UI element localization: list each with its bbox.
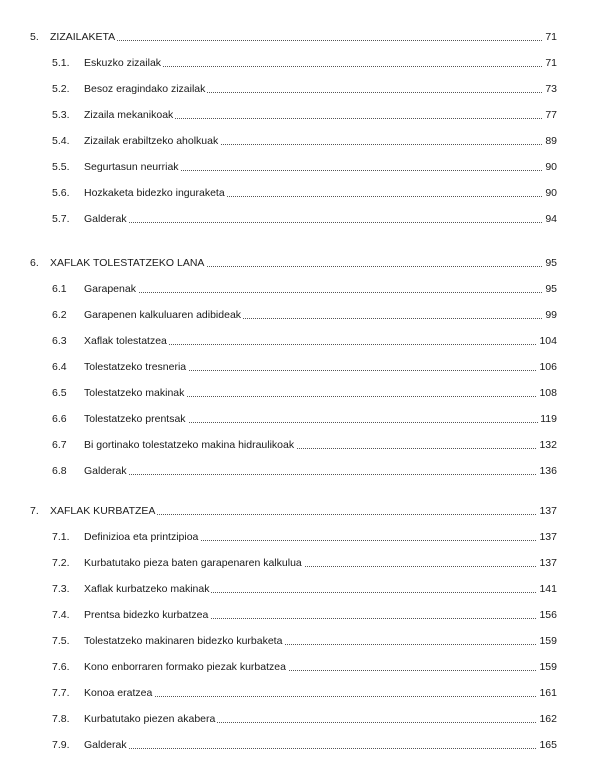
toc-section-entry[interactable] — [0, 108, 600, 122]
entry-number: 5.3. — [52, 109, 70, 121]
entry-number: 7.2. — [52, 557, 70, 569]
entry-number: 7.3. — [52, 583, 70, 595]
entry-page-number: 159 — [539, 661, 557, 673]
entry-number: 7.8. — [52, 713, 70, 725]
entry-page-number: 137 — [539, 531, 557, 543]
entry-number: 5.5. — [52, 161, 70, 173]
entry-number: 7.6. — [52, 661, 70, 673]
entry-title: Hozkaketa bidezko inguraketa — [84, 187, 225, 199]
toc-section-entry[interactable] — [0, 530, 600, 544]
entry-title: Galderak — [84, 465, 127, 477]
toc-section-entry[interactable] — [0, 582, 600, 596]
toc-chapter-entry[interactable] — [0, 256, 600, 270]
toc-section-entry[interactable] — [0, 738, 600, 752]
entry-page-number: 104 — [539, 335, 557, 347]
entry-page-number: 136 — [539, 465, 557, 477]
entry-title: Definizioa eta printzipioa — [84, 531, 199, 543]
toc-section-entry[interactable] — [0, 660, 600, 674]
entry-number: 7.9. — [52, 739, 70, 751]
entry-page-number: 94 — [545, 213, 557, 225]
entry-number: 5.7. — [52, 213, 70, 225]
toc-chapter-entry[interactable] — [0, 504, 600, 518]
entry-number: 7. — [30, 505, 39, 517]
toc-section-entry[interactable] — [0, 186, 600, 200]
entry-page-number: 137 — [539, 557, 557, 569]
dot-leader — [84, 221, 556, 223]
entry-number: 5.2. — [52, 83, 70, 95]
entry-number: 5. — [30, 31, 39, 43]
entry-number: 6.2 — [52, 309, 67, 321]
toc-section-entry[interactable] — [0, 686, 600, 700]
entry-page-number: 95 — [545, 257, 557, 269]
entry-number: 6.8 — [52, 465, 67, 477]
toc-section-entry[interactable] — [0, 556, 600, 570]
entry-title: Kono enborraren formako piezak kurbatzea — [84, 661, 286, 673]
toc-section-entry[interactable] — [0, 82, 600, 96]
entry-title: Zizailak erabiltzeko aholkuak — [84, 135, 219, 147]
entry-number: 6.3 — [52, 335, 67, 347]
entry-title: Galderak — [84, 213, 127, 225]
entry-title: Eskuzko zizailak — [84, 57, 162, 69]
toc-section-entry[interactable] — [0, 160, 600, 174]
entry-title: Tolestatzeko makinak — [84, 387, 185, 399]
entry-page-number: 137 — [539, 505, 557, 517]
entry-number: 5.1. — [52, 57, 70, 69]
entry-number: 6.7 — [52, 439, 67, 451]
entry-title: Tolestatzeko makinaren bidezko kurbaketa — [84, 635, 283, 647]
toc-chapter-entry[interactable] — [0, 30, 600, 44]
entry-page-number: 141 — [539, 583, 557, 595]
entry-title: Xaflak kurbatzeko makinak — [84, 583, 210, 595]
toc-section-entry[interactable] — [0, 360, 600, 374]
toc-section-entry[interactable] — [0, 608, 600, 622]
entry-title: XAFLAK TOLESTATZEKO LANA — [50, 257, 205, 269]
entry-number: 6.4 — [52, 361, 67, 373]
entry-page-number: 156 — [539, 609, 557, 621]
entry-page-number: 165 — [539, 739, 557, 751]
toc-section-entry[interactable] — [0, 56, 600, 70]
entry-title: Prentsa bidezko kurbatzea — [84, 609, 209, 621]
entry-page-number: 71 — [545, 31, 557, 43]
dot-leader — [84, 747, 556, 749]
entry-page-number: 77 — [545, 109, 557, 121]
entry-page-number: 162 — [539, 713, 557, 725]
entry-number: 6. — [30, 257, 39, 269]
dot-leader — [50, 39, 556, 41]
entry-title: Tolestatzeko prentsak — [84, 413, 186, 425]
entry-title: ZIZAILAKETA — [50, 31, 116, 43]
dot-leader — [84, 695, 556, 697]
toc-section-entry[interactable] — [0, 412, 600, 426]
entry-number: 7.5. — [52, 635, 70, 647]
dot-leader — [84, 473, 556, 475]
entry-page-number: 90 — [545, 187, 557, 199]
entry-number: 6.6 — [52, 413, 67, 425]
entry-page-number: 89 — [545, 135, 557, 147]
toc-section-entry[interactable] — [0, 386, 600, 400]
entry-title: Kurbatutako pieza baten garapenaren kalkulua — [84, 557, 302, 569]
toc-section-entry[interactable] — [0, 712, 600, 726]
entry-number: 7.7. — [52, 687, 70, 699]
entry-number: 6.1 — [52, 283, 67, 295]
entry-page-number: 132 — [539, 439, 557, 451]
entry-page-number: 161 — [539, 687, 557, 699]
dot-leader — [84, 291, 556, 293]
entry-page-number: 95 — [545, 283, 557, 295]
toc-section-entry[interactable] — [0, 282, 600, 296]
entry-title: XAFLAK KURBATZEA — [50, 505, 156, 517]
entry-page-number: 106 — [539, 361, 557, 373]
entry-title: Galderak — [84, 739, 127, 751]
toc-section-entry[interactable] — [0, 308, 600, 322]
entry-page-number: 71 — [545, 57, 557, 69]
entry-page-number: 108 — [539, 387, 557, 399]
toc-section-entry[interactable] — [0, 212, 600, 226]
entry-number: 7.4. — [52, 609, 70, 621]
entry-page-number: 159 — [539, 635, 557, 647]
entry-title: Segurtasun neurriak — [84, 161, 179, 173]
entry-title: Besoz eragindako zizailak — [84, 83, 206, 95]
entry-title: Zizaila mekanikoak — [84, 109, 174, 121]
entry-page-number: 73 — [545, 83, 557, 95]
toc-section-entry[interactable] — [0, 334, 600, 348]
toc-section-entry[interactable] — [0, 464, 600, 478]
toc-section-entry[interactable] — [0, 134, 600, 148]
toc-section-entry[interactable] — [0, 634, 600, 648]
entry-title: Konoa eratzea — [84, 687, 153, 699]
entry-page-number: 90 — [545, 161, 557, 173]
entry-title: Garapenen kalkuluaren adibideak — [84, 309, 242, 321]
entry-page-number: 99 — [545, 309, 557, 321]
entry-title: Bi gortinako tolestatzeko makina hidraulikoak — [84, 439, 295, 451]
entry-title: Garapenak — [84, 283, 136, 295]
entry-number: 5.4. — [52, 135, 70, 147]
entry-page-number: 119 — [540, 413, 557, 425]
entry-number: 5.6. — [52, 187, 70, 199]
toc-section-entry[interactable] — [0, 438, 600, 452]
entry-title: Kurbatutako piezen akabera — [84, 713, 216, 725]
entry-number: 7.1. — [52, 531, 70, 543]
entry-number: 6.5 — [52, 387, 67, 399]
entry-title: Tolestatzeko tresneria — [84, 361, 187, 373]
entry-title: Xaflak tolestatzea — [84, 335, 167, 347]
